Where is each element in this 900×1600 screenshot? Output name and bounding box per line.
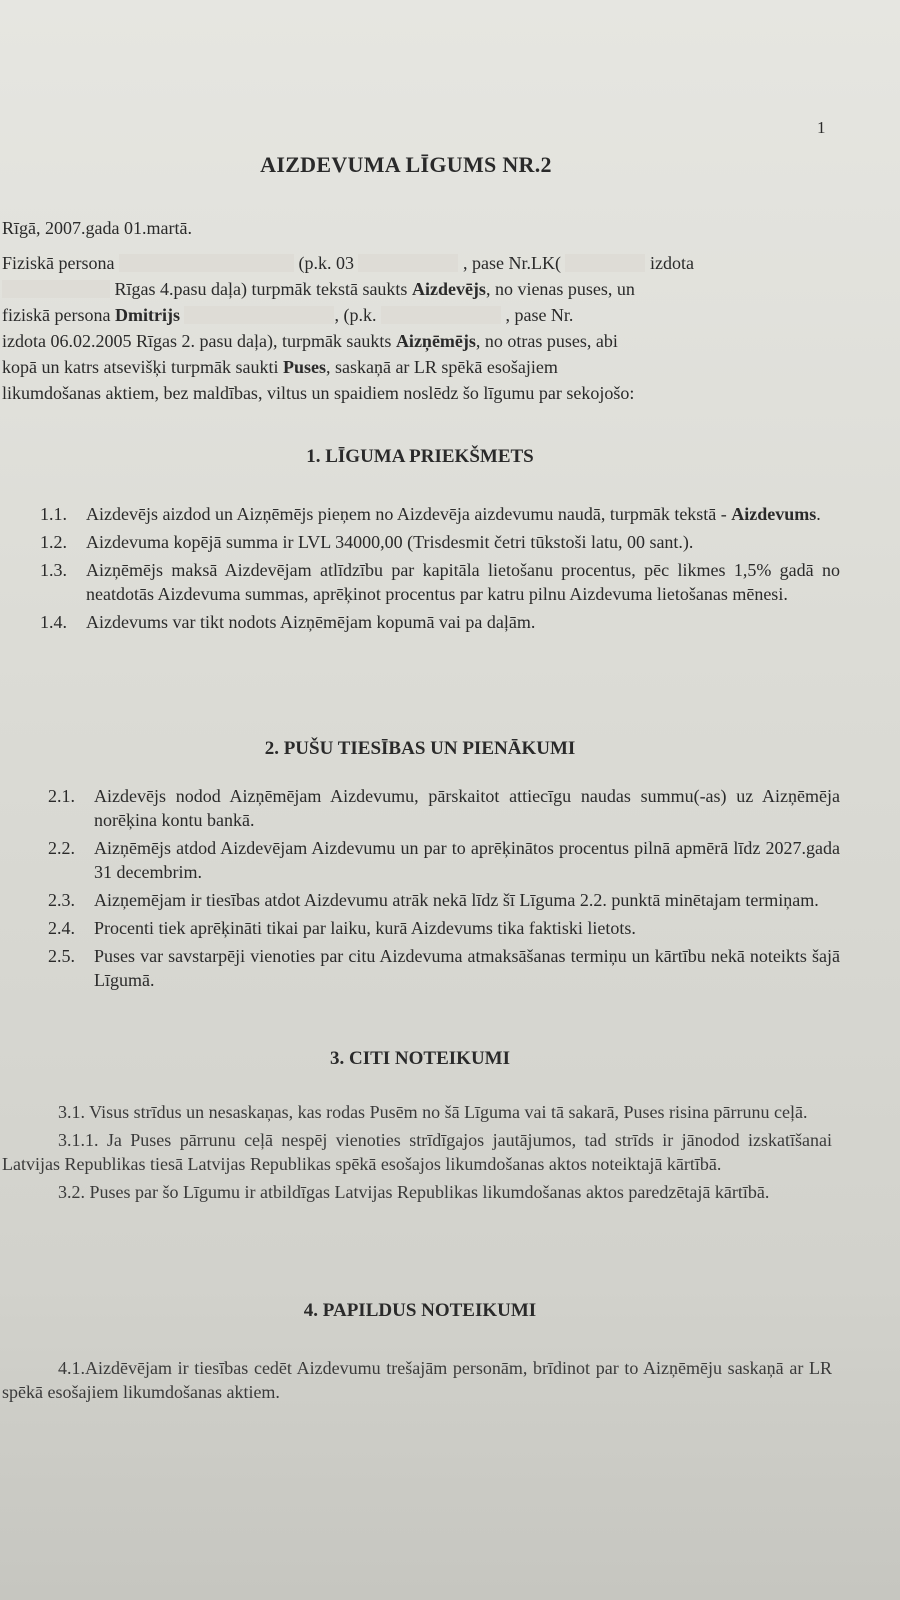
intro-text: , no otras puses, abi xyxy=(475,331,618,351)
intro-text: , (p.k. xyxy=(334,305,377,325)
intro-party-lender: Aizdevējs xyxy=(411,279,486,299)
clause-number: 1.4. xyxy=(40,612,67,632)
section-2-clauses xyxy=(48,784,840,996)
clause-text xyxy=(86,502,840,526)
section-3-paragraphs xyxy=(2,1100,832,1208)
intro-text: , saskaņā ar LR spēkā esošajiem xyxy=(325,357,558,377)
intro-parties: Puses xyxy=(282,357,326,377)
clause-2-5 xyxy=(48,944,840,992)
clause-text-part: . xyxy=(816,504,821,524)
intro-text: izdota 06.02.2005 Rīgas 2. pasu daļa), turpmāk saukts xyxy=(2,331,392,351)
section-2-heading: 2. PUŠU TIESĪBAS UN PIENĀKUMI xyxy=(264,738,576,759)
paragraph-3-1-1: 3.1.1. Ja Puses pārrunu ceļā nespēj vienoties strīdīgajos jautājumos, tad strīds ir jānodod izskatīšanai Latvijas Republikas tiesā Latvijas Republikas spēkā esošajos likumdošanas aktos noteiktajā kārtībā. xyxy=(2,1130,832,1174)
clause-text: Aizdevuma kopējā summa ir LVL 34000,00 (Trisdesmit četri tūkstoši latu, 00 sant.). xyxy=(86,532,694,552)
intro-text: , no vienas puses, un xyxy=(485,279,635,299)
intro-borrower-name: Dmitrijs xyxy=(114,305,180,325)
clause-1-2 xyxy=(40,530,840,554)
intro-text: izdota xyxy=(649,253,694,273)
redacted-gap xyxy=(565,254,645,272)
intro-text: Rīgas 4.pasu daļa) turpmāk tekstā saukts xyxy=(114,279,408,299)
redacted-gap xyxy=(184,306,334,324)
clause-2-2 xyxy=(48,836,840,884)
clause-text-part: Aizdevējs aizdod un Aizņēmējs pieņem no Aizdevēja aizdevumu naudā, turpmāk tekstā - xyxy=(86,504,727,524)
section-1-heading: 1. LĪGUMA PRIEKŠMETS xyxy=(306,446,534,467)
intro-text: (p.k. 03 xyxy=(298,253,354,273)
intro-line-6: likumdošanas aktiem, bez maldības, viltus un spaidiem noslēdz šo līgumu par sekojošo: xyxy=(2,383,635,403)
intro-line-2 xyxy=(2,276,828,302)
clause-1-1 xyxy=(40,502,840,526)
clause-text: Aizņēmējs maksā Aizdevējam atlīdzību par kapitāla lietošanu procentus, pēc likmes 1,5% gadā no neatdotās Aizdevuma summas, aprēķinot procentus par katru pilnu Aizdevuma lietošanas mēnesi. xyxy=(86,560,840,604)
defined-term: Aizdevums xyxy=(731,504,817,524)
section-1-clauses xyxy=(40,502,840,638)
clause-number: 1.1. xyxy=(40,504,67,524)
section-4-paragraphs xyxy=(2,1356,832,1408)
intro-line-5 xyxy=(2,354,828,380)
intro-text: , pase Nr.LK( xyxy=(462,253,561,273)
page-number: 1 xyxy=(817,118,826,137)
clause-2-4 xyxy=(48,916,840,940)
paragraph-3-2: 3.2. Puses par šo Līgumu ir atbildīgas Latvijas Republikas likumdošanas aktos paredzētajā kārtībā. xyxy=(58,1182,770,1202)
intro-line-4 xyxy=(2,328,828,354)
intro-line-3 xyxy=(2,302,828,328)
place-date: Rīgā, 2007.gada 01.martā. xyxy=(2,218,192,238)
paragraph-4-1: 4.1.Aizdēvējam ir tiesības cedēt Aizdevumu trešajām personām, brīdinot par to Aizņēmēju saskaņā ar LR spēkā esošajiem likumdošanas aktiem. xyxy=(2,1358,832,1402)
clause-number: 2.5. xyxy=(48,946,75,966)
clause-2-1 xyxy=(48,784,840,832)
redacted-gap xyxy=(119,254,294,272)
intro-paragraph xyxy=(2,250,828,406)
clause-number: 2.4. xyxy=(48,918,75,938)
clause-text: Aizņemējam ir tiesības atdot Aizdevumu atrāk nekā līdz šī Līguma 2.2. punktā minētajam termiņam. xyxy=(94,890,819,910)
clause-number: 2.3. xyxy=(48,890,75,910)
clause-text: Aizdevējs nodod Aizņēmējam Aizdevumu, pārskaitot attiecīgu naudas summu(-as) uz Aizņēmēja norēķina kontu bankā. xyxy=(94,786,840,830)
intro-text: fiziskā persona xyxy=(2,305,111,325)
clause-text: Aizdevums var tikt nodots Aizņēmējam kopumā vai pa daļām. xyxy=(86,612,536,632)
intro-text: , pase Nr. xyxy=(505,305,574,325)
clause-2-3 xyxy=(48,888,840,912)
clause-number: 2.1. xyxy=(48,786,75,806)
clause-text: Procenti tiek aprēķināti tikai par laiku, kurā Aizdevums tika faktiski lietots. xyxy=(94,918,636,938)
intro-text: kopā un katrs atsevišķi turpmāk saukti xyxy=(2,357,279,377)
redacted-gap xyxy=(381,306,501,324)
clause-number: 2.2. xyxy=(48,838,75,858)
intro-line-1 xyxy=(2,250,828,276)
section-4-heading: 4. PAPILDUS NOTEIKUMI xyxy=(303,1300,537,1321)
document-title: AIZDEVUMA LĪGUMS NR.2 xyxy=(260,152,552,177)
intro-text: Fiziskā persona xyxy=(2,253,115,273)
intro-party-borrower: Aizņēmējs xyxy=(395,331,476,351)
redacted-gap xyxy=(2,280,110,298)
clause-number: 1.2. xyxy=(40,532,67,552)
clause-text: Puses var savstarpēji vienoties par citu Aizdevuma atmaksāšanas termiņu un kārtību nekā noteikts šajā Līgumā. xyxy=(94,946,840,990)
paragraph-3-1: 3.1. Visus strīdus un nesaskaņas, kas rodas Pusēm no šā Līguma vai tā sakarā, Puses risina pārrunu ceļā. xyxy=(58,1102,808,1122)
clause-1-3 xyxy=(40,558,840,606)
section-3-heading: 3. CITI NOTEIKUMI xyxy=(330,1048,510,1069)
clause-number: 1.3. xyxy=(40,560,67,580)
clause-1-4 xyxy=(40,610,840,634)
redacted-gap xyxy=(358,254,458,272)
clause-text: Aizņēmējs atdod Aizdevējam Aizdevumu un par to aprēķinātos procentus pilnā apmērā līdz 2027.gada 31 decembrim. xyxy=(94,838,840,882)
